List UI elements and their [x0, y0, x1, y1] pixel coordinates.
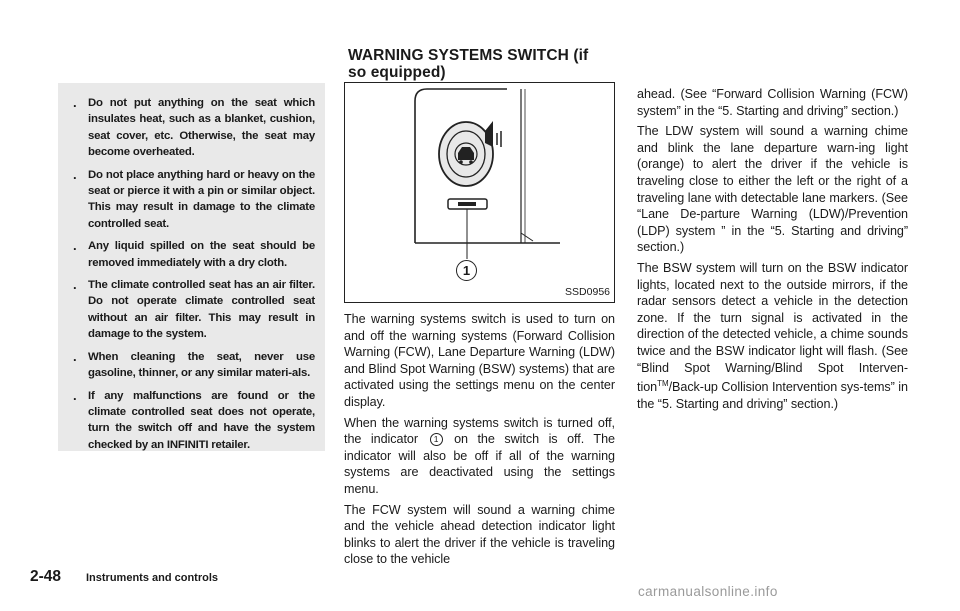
paragraph: When the warning systems switch is turned off, the indicator 1 on the switch is off. The indicator will also be off if all of the warning systems are deactivated using the settings menu. [344, 415, 615, 496]
right-column [637, 86, 908, 416]
section-heading: WARNING SYSTEMS SWITCH (if so equipped) [348, 47, 589, 81]
figure-caption: SSD0956 [565, 286, 610, 298]
bullet: . [73, 277, 77, 293]
page-number: 2-48 [30, 568, 62, 585]
callout-1-marker: 1 [456, 260, 477, 281]
caution-list [58, 83, 325, 453]
caution-box [58, 83, 325, 451]
middle-column [344, 311, 615, 572]
paragraph: ahead. (See “Forward Collision Warning (FCW) system” in the “5. Starting and driving” section.) [637, 87, 908, 118]
paragraph: The FCW system will sound a warning chime and the vehicle ahead detection indicator light blinks to alert the driver if the vehicle is traveling close to the vehicle [344, 502, 615, 567]
switch-figure [344, 82, 615, 303]
caution-item: . Any liquid spilled on the seat should be removed immediately with a dry cloth. [73, 238, 315, 269]
watermark-link[interactable]: carmanualsonline.info [638, 584, 778, 599]
bullet: . [73, 348, 77, 364]
paragraph: The BSW system will turn on the BSW indicator lights, located next to the outside mirrors, if the radar sensors detect a vehicle in the detection zone. If the turn signal is activated in the direction of the detected vehicle, a chime sounds twice and the BSW indicator light will flash. (See “Blind Spot Warning/Blind Spot Interven-tion™/Back-up Collision Intervention sys-tems” in the “5. Starting and driving” section.) [637, 260, 908, 411]
caution-item: . The climate controlled seat has an air filter. Do not operate climate controlled seat without an air filter. This may result in damage to the system. [73, 277, 315, 341]
warning-switch-illustration [345, 83, 614, 302]
paragraph: The LDW system will sound a warning chime and blink the lane departure warn-ing light (orange) to alert the driver if the vehicle is traveling close to either the left or the right of a traveling lane with detectable lane markers. (See “Lane De-parture Warning (LDW)/Prevention (LDP) system ” in the “5. Starting and driving” section.) [637, 124, 908, 255]
paragraph: The warning systems switch is used to turn on and off the warning systems (Forward Collision Warning (FCW), Lane Departure Warning (LDW) and Blind Spot Warning (BSW) systems) that are activated using the settings menu on the center display. [344, 312, 615, 409]
caution-item: . When cleaning the seat, never use gasoline, thinner, or any similar materi-als. [73, 348, 315, 380]
bullet: . [73, 166, 77, 182]
trademark-mark: TM [657, 379, 669, 389]
bullet: . [73, 238, 77, 254]
caution-item: . Do not place anything hard or heavy on the seat or pierce it with a pin or similar object. This may result in damage to the climate controlled seat. [73, 166, 315, 230]
bullet: . [73, 387, 77, 403]
bullet: . [73, 95, 77, 110]
caution-item: . If any malfunctions are found or the climate controlled seat does not operate, turn the switch off and have the system checked by an INFINITI retailer. [73, 387, 315, 451]
section-title: Instruments and controls [86, 572, 219, 584]
callout-1-ref: 1 [430, 433, 443, 446]
caution-item: . Do not put anything on the seat which insulates heat, such as a blanket, cushion, seat cover, etc. Otherwise, the seat may become overheated. [73, 95, 315, 159]
